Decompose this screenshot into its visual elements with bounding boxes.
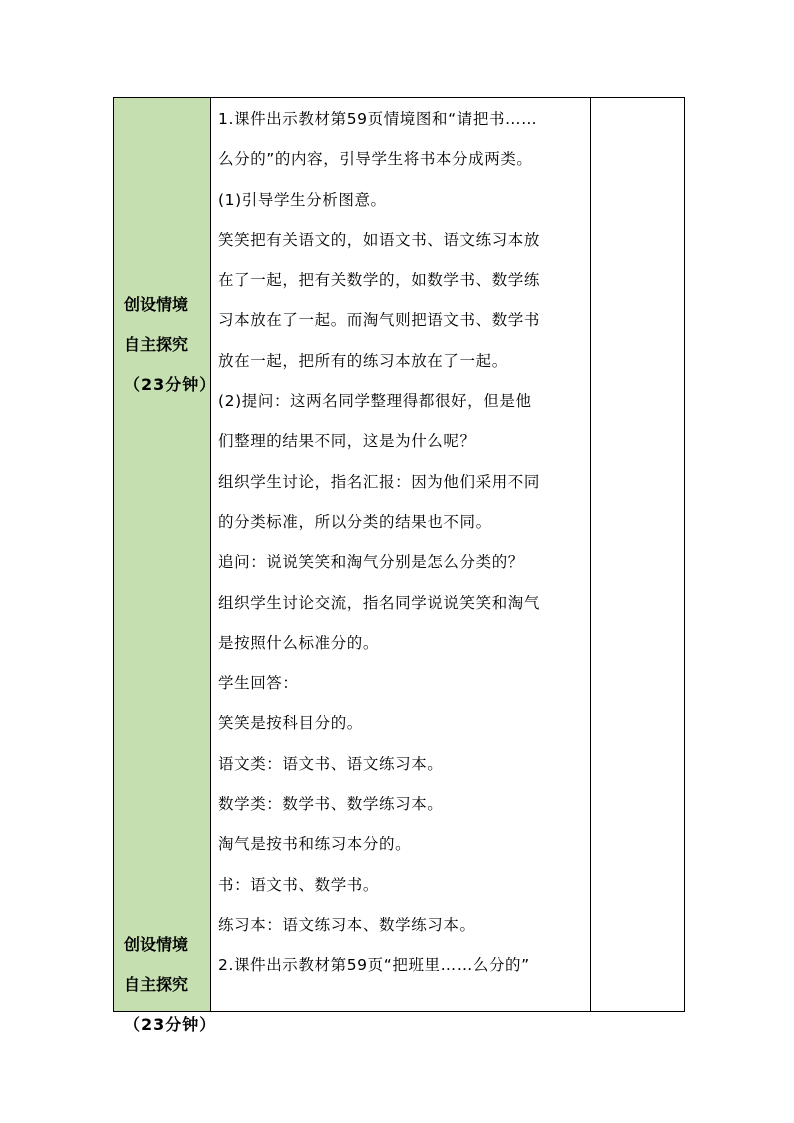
content-line: 笑笑是按科目分的。 [218, 714, 363, 733]
stage-duration: （23分钟） [124, 375, 217, 394]
content-line: 组织学生讨论交流，指名同学说说笑笑和淘气 [218, 593, 541, 612]
content-line: 在了一起，把有关数学的，如数学书、数学练 [218, 271, 541, 290]
content-line: (2)提问：这两名同学整理得都很好，但是他 [218, 392, 532, 411]
stage-column [114, 98, 217, 1034]
content-line: 2.课件出示教材第59页“把班里……么分的” [218, 956, 530, 975]
content-line: 是按照什么标准分的。 [218, 633, 380, 652]
content-line: 语文类：语文书、语文练习本。 [218, 754, 444, 773]
content-line: 练习本：语文练习本、数学练习本。 [218, 915, 476, 934]
content-line: 习本放在了一起。而淘气则把语文书、数学书 [218, 311, 541, 330]
content-line: 1.课件出示教材第59页情境图和“请把书…… [218, 110, 538, 128]
content-line: 组织学生讨论，指名汇报：因为他们采用不同 [218, 472, 541, 491]
activity-column [211, 98, 591, 1011]
stage-duration: （23分钟） [124, 1015, 217, 1034]
content-line: 么分的”的内容，引导学生将书本分成两类。 [218, 150, 533, 169]
content-line: 笑笑把有关语文的，如语文书、语文练习本放 [218, 230, 541, 249]
content-line: 学生回答： [218, 674, 299, 693]
activity-content [218, 99, 590, 986]
content-line: 的分类标准，所以分类的结果也不同。 [218, 512, 492, 531]
content-line: 追问：说说笑笑和淘气分别是怎么分类的？ [218, 553, 524, 572]
stage-subtitle: 自主探究 [124, 975, 189, 994]
content-line: (1)引导学生分析图意。 [218, 190, 387, 209]
content-line: 放在一起，把所有的练习本放在了一起。 [218, 351, 508, 370]
content-line: 们整理的结果不同，这是为什么呢？ [218, 432, 476, 451]
stage-label-bottom [114, 925, 217, 1045]
content-line: 淘气是按书和练习本分的。 [218, 835, 412, 854]
stage-subtitle: 自主探究 [124, 335, 189, 354]
stage-title: 创设情境 [124, 935, 189, 954]
notes-column [591, 98, 684, 1011]
lesson-plan-table [113, 97, 685, 1034]
stage-title: 创设情境 [124, 295, 189, 314]
content-line: 数学类：数学书、数学练习本。 [218, 795, 444, 814]
stage-label-top [114, 285, 217, 405]
content-line: 书：语文书、数学书。 [218, 875, 380, 894]
